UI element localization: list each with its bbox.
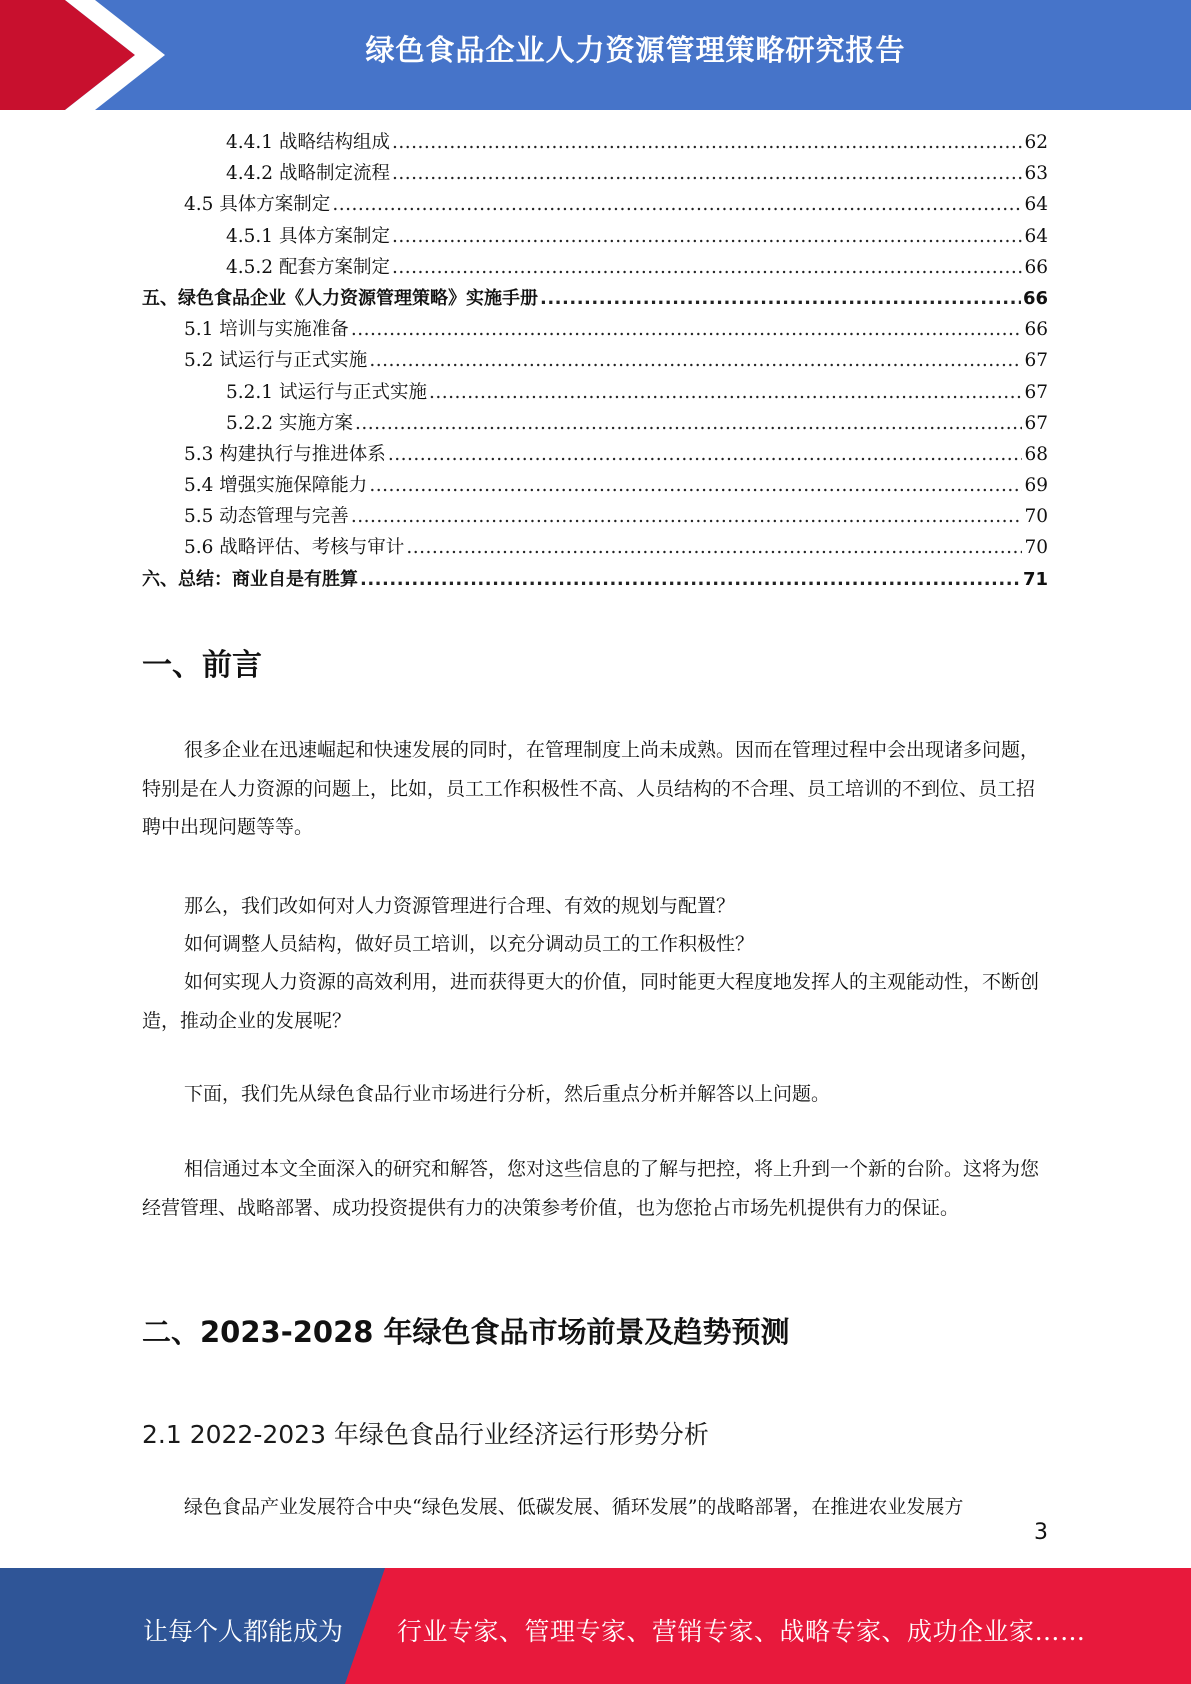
document-title: 绿色食品企业人力资源管理策略研究报告 xyxy=(365,33,906,67)
toc-entry-label: 4.5 具体方案制定 xyxy=(184,194,331,216)
toc-entry-label: 5.2 试运行与正式实施 xyxy=(184,350,368,372)
toc-entry-page: 66 xyxy=(1022,287,1048,309)
toc-entry[interactable] xyxy=(142,253,1048,284)
toc-dot-leader xyxy=(351,506,1023,527)
preface-paragraph-3: 如何调整人员結构，做好员工培训，以充分调动员工的工作积极性？ xyxy=(184,933,755,955)
page-number: 3 xyxy=(1034,1520,1048,1545)
toc-entry-page: 64 xyxy=(1024,194,1048,216)
preface-paragraph-6: 相信通过本文全面深入的研究和解答，您对这些信息的了解与把控，将上升到一个新的台阶。这将为您经营管理、战略部署、成功投资提供有力的决策参考价值，也为您抢占市场先机提供有力的保证。 xyxy=(142,1158,1040,1219)
toc-entry-label: 4.4.1 战略结构组成 xyxy=(226,132,390,153)
toc-entry-label: 5.3 构建执行与推进体系 xyxy=(184,443,386,465)
toc-entry[interactable] xyxy=(142,471,1048,502)
preface-paragraph-1: 很多企业在迅速崛起和快速发展的同时，在管理制度上尚未成熟。因而在管理过程中会出现诸多问题，特别是在人力资源的问题上，比如，员工工作积极性不高、人员结构的不合理、员工培训的不到位、员工招聘中出现问题等等。 xyxy=(142,739,1040,838)
toc-entry-page: 70 xyxy=(1024,537,1048,559)
toc-entry-page: 70 xyxy=(1024,506,1048,528)
toc-dot-leader xyxy=(388,444,1023,465)
toc-entry-label: 5.2.2 实施方案 xyxy=(226,412,353,434)
footer-slogan-right: 行业专家、管理专家、营销专家、战略专家、成功企业家…… xyxy=(397,1617,1086,1646)
preface-paragraph-4: 如何实现人力资源的高效利用，进而获得更大的价值，同时能更大程度地发挥人的主观能动性，不断创造，推动企业的发展呢？ xyxy=(142,971,1040,1032)
toc-entry-label: 5.1 培训与实施准备 xyxy=(184,319,349,341)
toc-entry-page: 64 xyxy=(1024,225,1048,247)
toc-entry-page: 66 xyxy=(1024,319,1048,341)
section-2-1-heading: 2.1 2022-2023 年绿色食品行业经济运行形势分析 xyxy=(142,1420,709,1449)
toc-dot-leader xyxy=(540,288,1021,309)
page-header xyxy=(0,0,1191,110)
preface-paragraph-2: 那么，我们改如何对人力资源管理进行合理、有效的规划与配置？ xyxy=(184,895,736,917)
toc-entry-page: 66 xyxy=(1024,256,1048,278)
toc-dot-leader xyxy=(392,226,1022,247)
toc-entry-page: 67 xyxy=(1024,350,1048,372)
toc-entry-page: 67 xyxy=(1024,412,1048,434)
toc-entry-page: 63 xyxy=(1024,163,1048,185)
toc-entry-page: 69 xyxy=(1024,475,1048,497)
toc-dot-leader xyxy=(392,163,1022,184)
page-footer xyxy=(0,1568,1191,1684)
toc-dot-leader xyxy=(360,569,1021,590)
toc-entry[interactable] xyxy=(142,409,1048,440)
toc-entry[interactable] xyxy=(142,284,1048,315)
toc-dot-leader xyxy=(332,194,1022,215)
toc-entry-label: 5.2.1 试运行与正式实施 xyxy=(226,381,427,403)
footer-slogan-left: 让每个人都能成为 xyxy=(143,1617,344,1646)
toc-entry[interactable] xyxy=(142,346,1048,377)
toc-entry[interactable] xyxy=(142,159,1048,190)
toc-entry-label: 4.5.1 具体方案制定 xyxy=(226,225,390,247)
toc-dot-leader xyxy=(355,413,1023,434)
toc-entry-label: 五、绿色食品企业《人力资源管理策略》实施手册 xyxy=(142,287,538,309)
toc-entry[interactable] xyxy=(142,190,1048,221)
toc-entry-label: 4.5.2 配套方案制定 xyxy=(226,256,390,278)
section-2-heading: 二、2023-2028 年绿色食品市场前景及趋势预测 xyxy=(142,1315,790,1349)
toc-dot-leader xyxy=(369,475,1022,496)
toc-entry[interactable] xyxy=(142,378,1048,409)
preface-paragraph-5: 下面，我们先从绿色食品行业市场进行分析，然后重点分析并解答以上问题。 xyxy=(184,1083,831,1105)
toc-dot-leader xyxy=(406,537,1022,558)
toc-entry[interactable] xyxy=(142,128,1048,159)
toc-entry-page: 71 xyxy=(1022,568,1048,590)
section-2-1-paragraph: 绿色食品产业发展符合中央“绿色发展、低碳发展、循环发展”的战略部署，在推进农业发展方 xyxy=(184,1496,964,1518)
toc-entry[interactable] xyxy=(142,533,1048,564)
toc-entry-label: 5.5 动态管理与完善 xyxy=(184,506,349,528)
toc-entry-label: 六、总结：商业自是有胜算 xyxy=(142,568,358,590)
toc-entry-page: 67 xyxy=(1024,381,1048,403)
toc-entry[interactable] xyxy=(142,222,1048,253)
toc-entry-page: 68 xyxy=(1024,443,1048,465)
table-of-contents xyxy=(142,128,1048,596)
toc-dot-leader xyxy=(351,319,1023,340)
toc-dot-leader xyxy=(392,132,1022,153)
toc-dot-leader xyxy=(429,382,1022,403)
toc-dot-leader xyxy=(392,257,1022,278)
toc-entry-label: 5.4 增强实施保障能力 xyxy=(184,475,368,497)
toc-entry[interactable] xyxy=(142,440,1048,471)
toc-entry-label: 5.6 战略评估、考核与审计 xyxy=(184,537,405,559)
toc-entry[interactable] xyxy=(142,315,1048,346)
toc-entry-page: 62 xyxy=(1024,132,1048,153)
preface-heading: 一、前言 xyxy=(142,648,262,683)
toc-dot-leader xyxy=(369,350,1022,371)
toc-entry[interactable] xyxy=(142,502,1048,533)
toc-entry-label: 4.4.2 战略制定流程 xyxy=(226,163,390,185)
toc-entry[interactable] xyxy=(142,565,1048,596)
